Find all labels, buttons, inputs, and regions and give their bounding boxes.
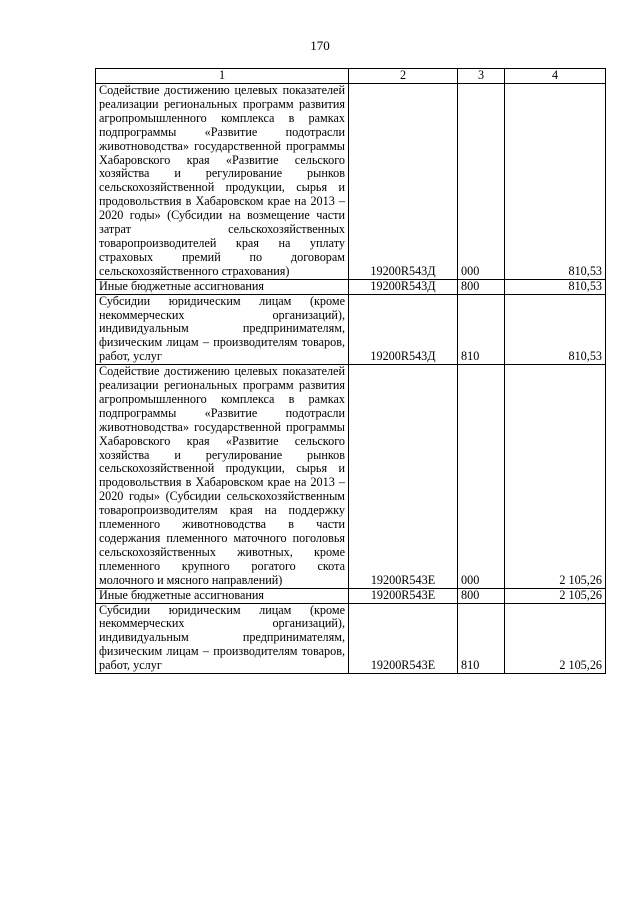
row-expense-type: 800 <box>458 588 505 603</box>
table-row <box>96 294 606 365</box>
header-col-4: 4 <box>505 69 606 84</box>
row-description: Субсидии юридическим лицам (кроме некоммерческих организаций), индивидуальным предпринимателям, физическим лицам – производителям товаров, работ, услуг <box>96 603 349 674</box>
row-target-code: 19200R543Е <box>349 603 458 674</box>
table-row <box>96 603 606 674</box>
row-target-code: 19200R543Д <box>349 294 458 365</box>
table-row <box>96 84 606 280</box>
row-description: Иные бюджетные ассигнования <box>96 588 349 603</box>
header-col-1: 1 <box>96 69 349 84</box>
row-expense-type: 800 <box>458 279 505 294</box>
row-description: Субсидии юридическим лицам (кроме некоммерческих организаций), индивидуальным предпринимателям, физическим лицам – производителям товаров, работ, услуг <box>96 294 349 365</box>
row-expense-type: 810 <box>458 603 505 674</box>
budget-table <box>95 68 606 674</box>
row-amount: 810,53 <box>505 84 606 280</box>
row-expense-type: 810 <box>458 294 505 365</box>
table-row <box>96 279 606 294</box>
page-number: 170 <box>310 38 330 53</box>
header-col-2: 2 <box>349 69 458 84</box>
row-target-code: 19200R543Д <box>349 279 458 294</box>
row-expense-type: 000 <box>458 365 505 589</box>
row-description: Содействие достижению целевых показателей реализации региональных программ развития агропромышленного комплекса в рамках подпрограммы «Развитие подотрасли животноводства» государственной программы Хабаровского края «Развитие сельского хозяйства и регулирование рынков сельскохозяйственной продукции, сырья и продовольствия в Хабаровском крае на 2013 – 2020 годы» (Субсидии сельскохозяйственным товаропроизводителям края на поддержку племенного животноводства в части содержания племенного маточного поголовья сельскохозяйственных животных, кроме племенного крупного рогатого скота молочного и мясного направлений) <box>96 365 349 589</box>
row-target-code: 19200R543Е <box>349 588 458 603</box>
table-header-row <box>96 69 606 84</box>
row-amount: 2 105,26 <box>505 603 606 674</box>
row-amount: 810,53 <box>505 294 606 365</box>
row-amount: 2 105,26 <box>505 365 606 589</box>
table-row <box>96 365 606 589</box>
row-expense-type: 000 <box>458 84 505 280</box>
row-description: Содействие достижению целевых показателей реализации региональных программ развития агропромышленного комплекса в рамках подпрограммы «Развитие подотрасли животноводства» государственной программы Хабаровского края «Развитие сельского хозяйства и регулирование рынков сельскохозяйственной продукции, сырья и продовольствия в Хабаровском крае на 2013 – 2020 годы» (Субсидии на возмещение части затрат сельскохозяйственных товаропроизводителей края на уплату страховых премий по договорам сельскохозяйственного страхования) <box>96 84 349 280</box>
row-amount: 2 105,26 <box>505 588 606 603</box>
table-row <box>96 588 606 603</box>
row-amount: 810,53 <box>505 279 606 294</box>
row-target-code: 19200R543Е <box>349 365 458 589</box>
header-col-3: 3 <box>458 69 505 84</box>
row-description: Иные бюджетные ассигнования <box>96 279 349 294</box>
row-target-code: 19200R543Д <box>349 84 458 280</box>
